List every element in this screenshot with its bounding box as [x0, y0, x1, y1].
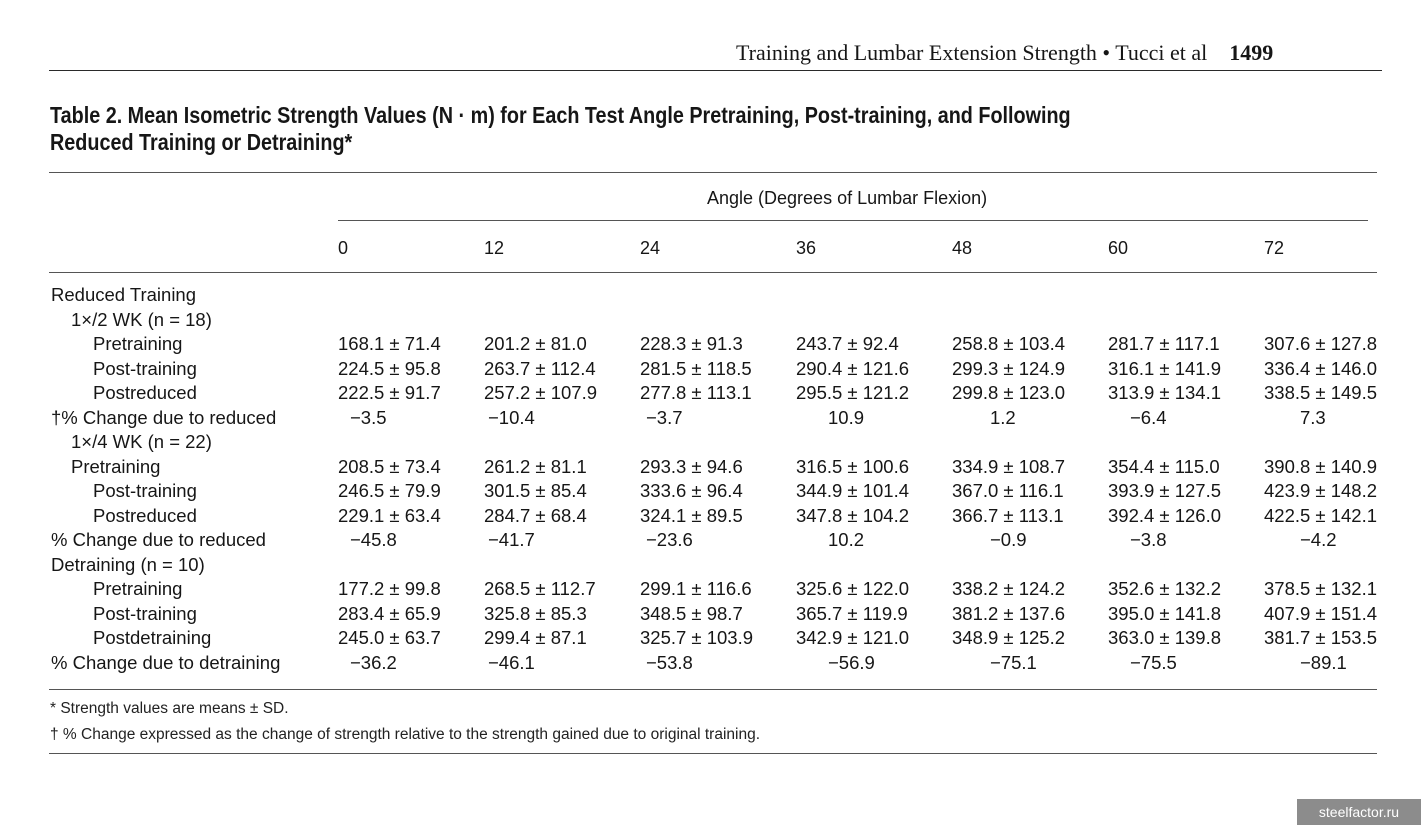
table-cell: −3.5: [350, 406, 387, 428]
table-cell: 222.5 ± 91.7: [338, 382, 441, 403]
table-cell: −3.8: [1130, 529, 1167, 550]
angle-header-rule: [338, 220, 1368, 221]
table-cell: 243.7 ± 92.4: [796, 333, 899, 354]
table-title-line-1: Table 2. Mean Isometric Strength Values (N · m) for Each Test Angle Pretraining, Post-training, and Following: [50, 102, 1071, 128]
table-cell: 316.5 ± 100.6: [796, 455, 910, 477]
table-cell: 422.5 ± 142.1: [1264, 504, 1378, 526]
table-cell: 299.4 ± 87.1: [484, 627, 587, 648]
table-cell: 293.3 ± 94.6: [640, 455, 743, 477]
running-head-title: Training and Lumbar Extension Strength • Tucci et al: [736, 40, 1208, 65]
table-cell: 325.8 ± 85.3: [484, 602, 587, 624]
table-row: [0, 309, 1421, 333]
table-cell: 344.9 ± 101.4: [796, 480, 910, 501]
table-row: [0, 603, 1421, 627]
row-label: Postreduced: [93, 382, 197, 403]
table-cell: 336.4 ± 146.0: [1264, 357, 1378, 379]
table-row: [0, 652, 1421, 676]
header-bottom-rule: [49, 272, 1377, 273]
table-cell: 208.5 ± 73.4: [338, 455, 441, 477]
table-cell: −75.5: [1130, 651, 1177, 673]
table-cell: 258.8 ± 103.4: [952, 333, 1066, 354]
table-cell: 284.7 ± 68.4: [484, 504, 587, 526]
table-cell: 316.1 ± 141.9: [1108, 357, 1222, 379]
table-cell: 366.7 ± 113.1: [952, 504, 1064, 526]
table-cell: 313.9 ± 134.1: [1108, 382, 1222, 403]
table-title-line-2: Reduced Training or Detraining*: [50, 129, 353, 155]
table-cell: 263.7 ± 112.4: [484, 357, 596, 379]
table-cell: 201.2 ± 81.0: [484, 333, 587, 354]
table-cell: 246.5 ± 79.9: [338, 480, 441, 501]
table-row: [0, 456, 1421, 480]
table-cell: −10.4: [488, 406, 535, 428]
table-cell: 381.7 ± 153.5: [1264, 627, 1378, 648]
table-cell: −56.9: [828, 651, 875, 673]
footnote-2: † % Change expressed as the change of strength relative to the strength gained due to original training.: [50, 726, 761, 743]
column-header: 72: [1264, 238, 1285, 258]
table-cell: 348.9 ± 125.2: [952, 627, 1066, 648]
table-row: [0, 480, 1421, 504]
table-cell: −6.4: [1130, 406, 1167, 428]
table-cell: −3.7: [646, 406, 683, 428]
row-label: Postreduced: [93, 504, 197, 526]
table-cell: 325.6 ± 122.0: [796, 578, 910, 599]
table-cell: 365.7 ± 119.9: [796, 602, 908, 624]
table-cell: 338.5 ± 149.5: [1264, 382, 1378, 403]
table-row: [0, 284, 1421, 308]
row-label: Postdetraining: [93, 627, 212, 648]
table-row: [0, 358, 1421, 382]
table-cell: 393.9 ± 127.5: [1108, 480, 1222, 501]
table-cell: 407.9 ± 151.4: [1264, 602, 1378, 624]
table-cell: 229.1 ± 63.4: [338, 504, 441, 526]
table-row: [0, 578, 1421, 602]
table-cell: 1.2: [990, 406, 1016, 428]
watermark: steelfactor.ru: [1297, 799, 1421, 825]
table-cell: 295.5 ± 121.2: [796, 382, 910, 403]
table-bottom-rule: [49, 689, 1377, 690]
table-cell: 378.5 ± 132.1: [1264, 578, 1378, 599]
table-cell: 392.4 ± 126.0: [1108, 504, 1222, 526]
table-cell: 301.5 ± 85.4: [484, 480, 587, 501]
table-cell: −45.8: [350, 529, 397, 550]
table-cell: 342.9 ± 121.0: [796, 627, 910, 648]
table-cell: −46.1: [488, 651, 535, 673]
table-top-rule: [49, 172, 1377, 173]
table-row: [0, 333, 1421, 357]
column-header: 48: [952, 238, 973, 258]
footnote-rule: [49, 753, 1377, 754]
table-row: [0, 627, 1421, 651]
table-cell: 277.8 ± 113.1: [640, 382, 752, 403]
column-header: 60: [1108, 238, 1129, 258]
table-row: [0, 407, 1421, 431]
page-number: 1499: [1229, 40, 1274, 65]
row-label: 1×/2 WK (n = 18): [71, 308, 212, 330]
table-cell: 245.0 ± 63.7: [338, 627, 441, 648]
table-cell: 257.2 ± 107.9: [484, 382, 598, 403]
table-row: [0, 554, 1421, 578]
header-rule: [49, 70, 1382, 71]
table-cell: 333.6 ± 96.4: [640, 480, 743, 501]
table-row: [0, 505, 1421, 529]
table-cell: 354.4 ± 115.0: [1108, 455, 1220, 477]
table-cell: 338.2 ± 124.2: [952, 578, 1066, 599]
table-cell: 347.8 ± 104.2: [796, 504, 910, 526]
table-cell: 307.6 ± 127.8: [1264, 333, 1378, 354]
table-cell: 423.9 ± 148.2: [1264, 480, 1378, 501]
angle-header: Angle (Degrees of Lumbar Flexion): [707, 188, 988, 208]
table-cell: 261.2 ± 81.1: [484, 455, 587, 477]
table-cell: 363.0 ± 139.8: [1108, 627, 1222, 648]
column-header: 12: [484, 238, 505, 258]
table-cell: 352.6 ± 132.2: [1108, 578, 1222, 599]
table-cell: 334.9 ± 108.7: [952, 455, 1066, 477]
table-cell: −89.1: [1300, 651, 1347, 673]
table-cell: −41.7: [488, 529, 535, 550]
table-cell: −53.8: [646, 651, 693, 673]
table-row: [0, 431, 1421, 455]
row-label: †% Change due to reduced: [51, 406, 277, 428]
table-cell: 224.5 ± 95.8: [338, 357, 441, 379]
column-header: 0: [338, 238, 349, 258]
row-label: Pretraining: [93, 333, 183, 354]
row-label: Pretraining: [93, 578, 183, 599]
table-cell: 10.2: [828, 529, 865, 550]
row-label: % Change due to detraining: [51, 651, 281, 673]
table-cell: 268.5 ± 112.7: [484, 578, 596, 599]
column-header: 36: [796, 238, 817, 258]
table-row: [0, 382, 1421, 406]
table-cell: 325.7 ± 103.9: [640, 627, 754, 648]
table-cell: −23.6: [646, 529, 693, 550]
row-label: Detraining (n = 10): [51, 553, 205, 575]
footnote-1: * Strength values are means ± SD.: [50, 700, 289, 717]
table-cell: 348.5 ± 98.7: [640, 602, 743, 624]
table-cell: 299.3 ± 124.9: [952, 357, 1066, 379]
table-cell: −4.2: [1300, 529, 1337, 550]
table-title: [50, 102, 1168, 156]
table-row: [0, 529, 1421, 553]
row-label: Reduced Training: [51, 284, 197, 305]
table-cell: 367.0 ± 116.1: [952, 480, 1064, 501]
row-label: Post-training: [93, 602, 197, 624]
table-cell: 395.0 ± 141.8: [1108, 602, 1222, 624]
table-cell: 177.2 ± 99.8: [338, 578, 441, 599]
table-cell: 228.3 ± 91.3: [640, 333, 743, 354]
row-label: Post-training: [93, 357, 197, 379]
table-cell: −36.2: [350, 651, 397, 673]
table-cell: 290.4 ± 121.6: [796, 357, 910, 379]
table-cell: 10.9: [828, 406, 865, 428]
table-cell: 283.4 ± 65.9: [338, 602, 441, 624]
row-label: % Change due to reduced: [51, 529, 266, 550]
table-cell: 168.1 ± 71.4: [338, 333, 441, 354]
table-cell: 381.2 ± 137.6: [952, 602, 1066, 624]
row-label: Post-training: [93, 480, 197, 501]
row-label: 1×/4 WK (n = 22): [71, 431, 212, 452]
table-cell: 299.1 ± 116.6: [640, 578, 752, 599]
table-cell: 324.1 ± 89.5: [640, 504, 743, 526]
table-cell: 299.8 ± 123.0: [952, 382, 1066, 403]
table-cell: 7.3: [1300, 406, 1326, 428]
table-cell: −0.9: [990, 529, 1027, 550]
column-header: 24: [640, 238, 661, 258]
table-cell: 281.7 ± 117.1: [1108, 333, 1220, 354]
row-label: Pretraining: [71, 455, 161, 477]
table-cell: 281.5 ± 118.5: [640, 357, 752, 379]
table-cell: −75.1: [990, 651, 1037, 673]
running-head: [736, 40, 1273, 66]
table-cell: 390.8 ± 140.9: [1264, 455, 1378, 477]
